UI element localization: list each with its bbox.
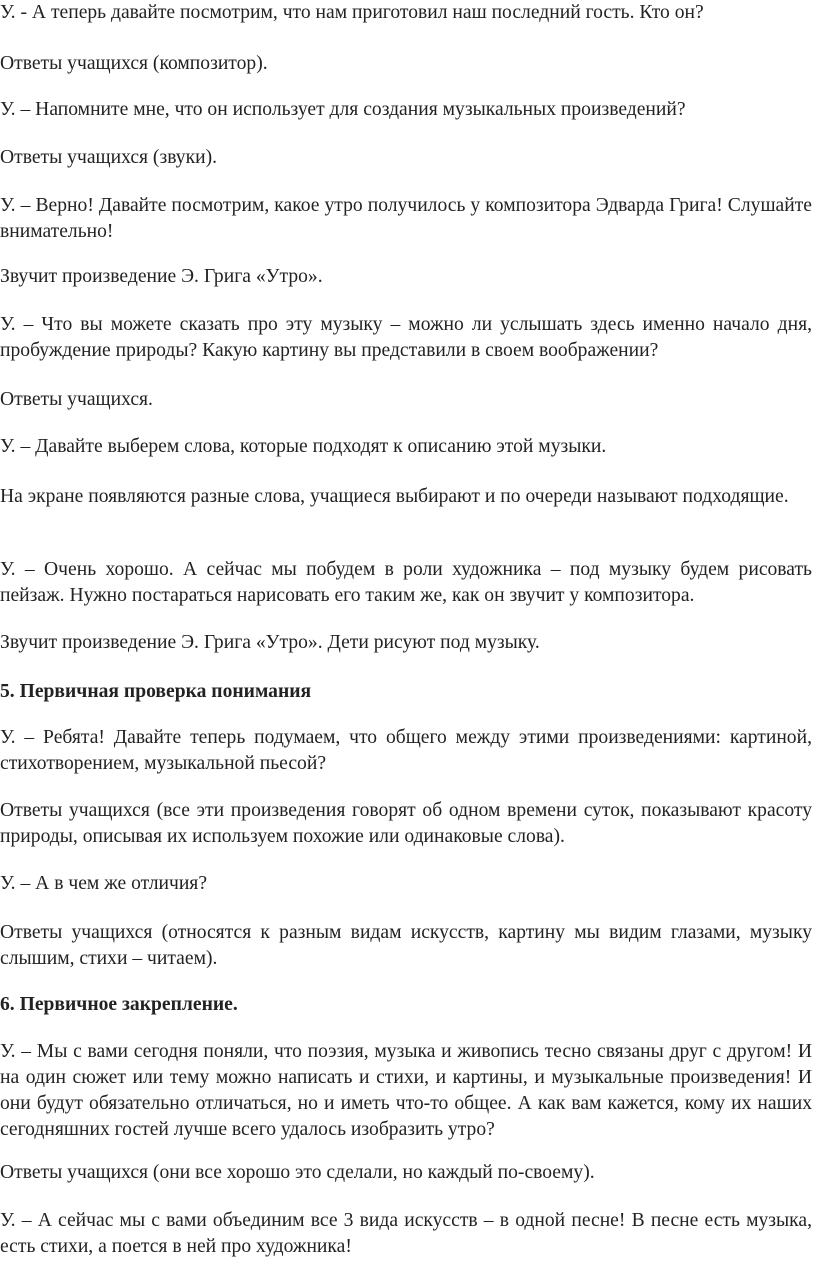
section-heading: 5. Первичная проверка понимания: [0, 681, 312, 702]
paragraph: На экране появляются разные слова, учащиеся выбирают и по очереди называют подходящие.: [0, 486, 789, 507]
paragraph: Ответы учащихся (звуки).: [0, 147, 218, 168]
paragraph: У. – Напомните мне, что он использует для создания музыкальных произведений?: [0, 99, 686, 120]
paragraph: У. – Что вы можете сказать про эту музыку – можно ли услышать здесь именно начало дня, пробуждение природы? Какую картину вы представили в своем воображении?: [0, 314, 812, 361]
paragraph: У. - А теперь давайте посмотрим, что нам приготовил наш последний гость. Кто он?: [0, 2, 704, 23]
paragraph: Ответы учащихся (относятся к разным видам искусств, картину мы видим глазами, музыку слышим, стихи – читаем).: [0, 922, 812, 969]
paragraph: Звучит произведение Э. Грига «Утро».: [0, 266, 323, 287]
paragraph: У. – Очень хорошо. А сейчас мы побудем в роли художника – под музыку будем рисовать пейзаж. Нужно постараться нарисовать его таким же, как он звучит у композитора.: [0, 559, 812, 606]
paragraph: Ответы учащихся (они все хорошо это сделали, но каждый по-своему).: [0, 1162, 595, 1183]
paragraph: У. – А сейчас мы с вами объединим все 3 вида искусств – в одной песне! В песне есть музыка, есть стихи, а поется в ней про художника!: [0, 1210, 812, 1257]
paragraph: У. – Давайте выберем слова, которые подходят к описанию этой музыки.: [0, 436, 607, 457]
paragraph: У. – Ребята! Давайте теперь подумаем, что общего между этими произведениями: картиной, стихотворением, музыкальной пьесой?: [0, 727, 812, 774]
paragraph: У. – Мы с вами сегодня поняли, что поэзия, музыка и живопись тесно связаны друг с другом! И на один сюжет или тему можно написать и стихи, и картины, и музыкальные произведения! И они будут обязательно отличаться, но и иметь что-то общее. А как вам кажется, кому их наших сегодняшних гостей лучше всего удалось изобразить утро?: [0, 1041, 812, 1140]
section-heading: 6. Первичное закрепление.: [0, 994, 238, 1015]
paragraph: У. – А в чем же отличия?: [0, 873, 208, 894]
paragraph: Ответы учащихся (все эти произведения говорят об одном времени суток, показывают красоту природы, описывая их используем похожие или одинаковые слова).: [0, 800, 812, 847]
paragraph: Ответы учащихся.: [0, 389, 153, 410]
paragraph: У. – Верно! Давайте посмотрим, какое утро получилось у композитора Эдварда Грига! Слушайте внимательно!: [0, 195, 812, 242]
paragraph: Ответы учащихся (композитор).: [0, 53, 268, 74]
paragraph: Звучит произведение Э. Грига «Утро». Дети рисуют под музыку.: [0, 632, 540, 653]
